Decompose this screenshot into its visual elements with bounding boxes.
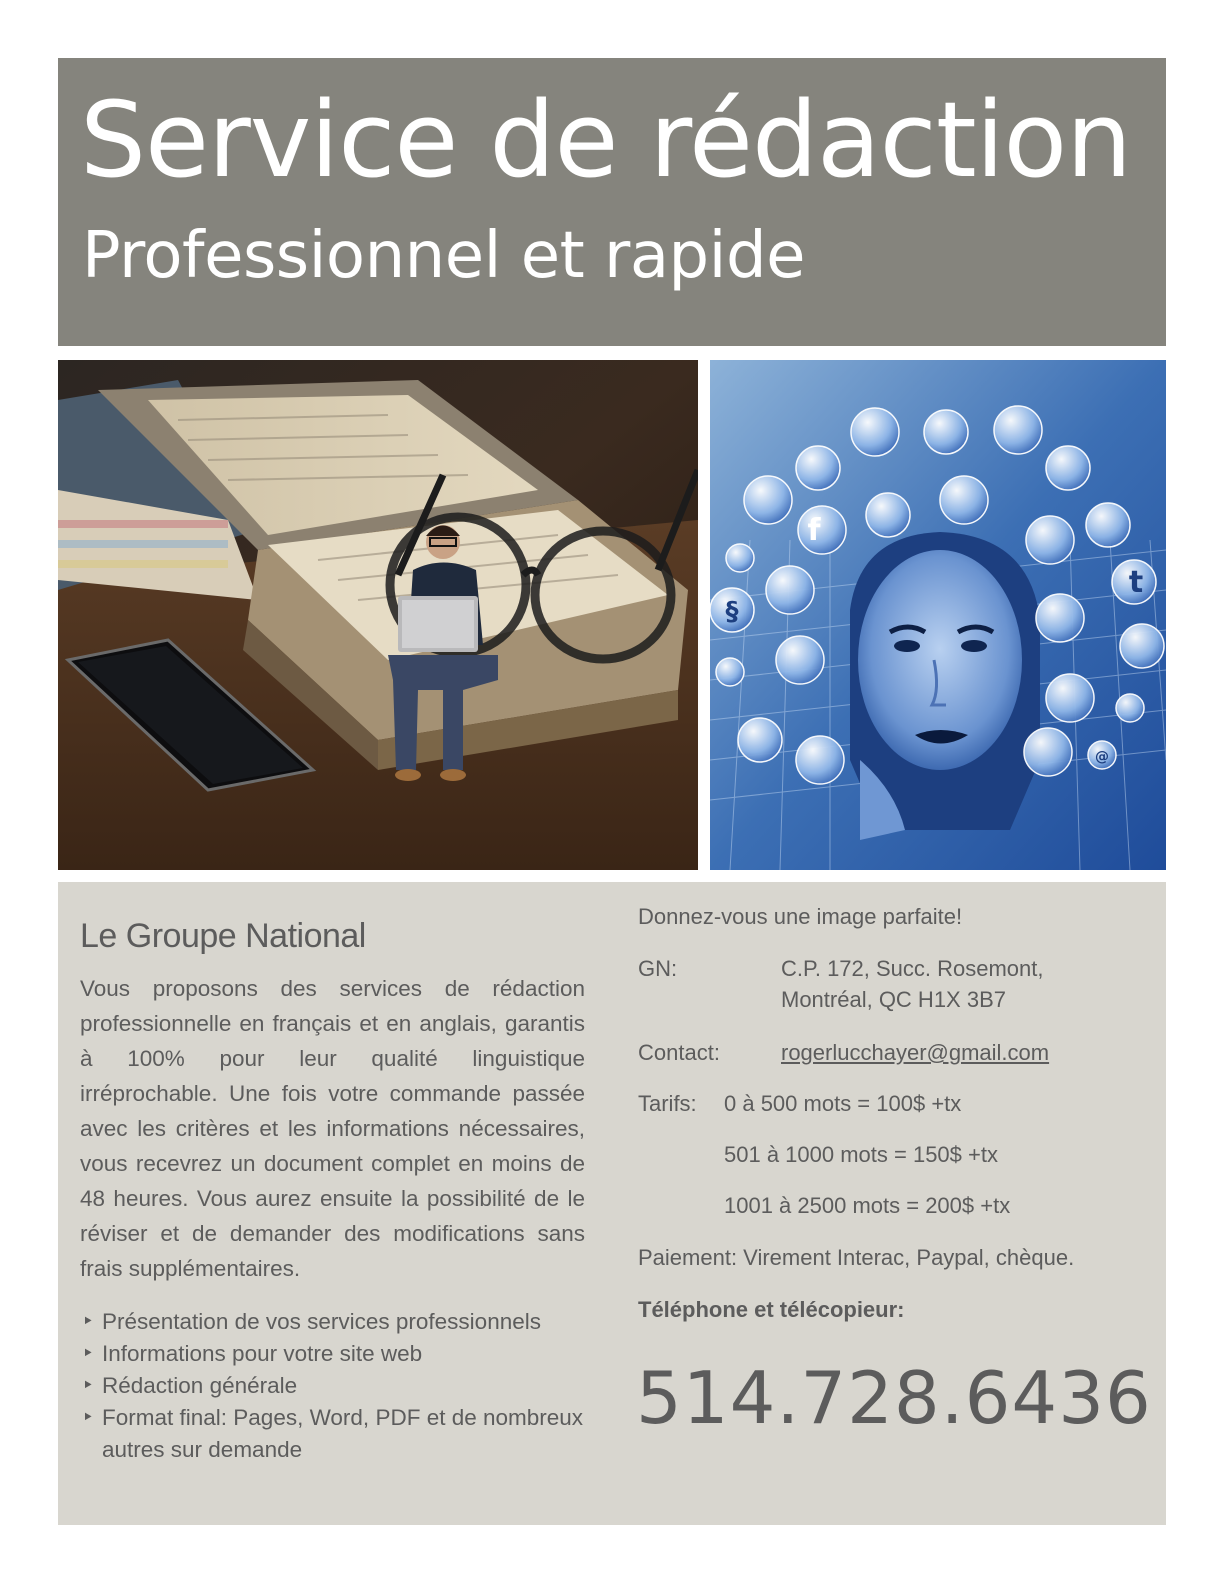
info-panel — [58, 882, 1166, 1525]
page-title: Service de rédaction — [80, 79, 1132, 201]
svg-text:f: f — [807, 513, 821, 548]
tagline: Donnez-vous une image parfaite! — [638, 904, 963, 929]
company-description: Vous proposons des services de rédaction professionnelle en français et en anglais, garantis à 100% pour leur qualité linguistique irréprochable. Une fois votre commande passée avec les critères et les informations nécessaires, vous recevrez un document complet en moins de 48 heures. Vous aurez ensuite la possibilité de le réviser et de demander des modifications sans frais supplémentaires. — [80, 975, 585, 1281]
svg-text:t: t — [1128, 565, 1144, 600]
list-item: ‣ Rédaction générale — [80, 1370, 585, 1402]
phone-number: 514.728.6436 — [636, 1356, 1152, 1440]
company-name: Le Groupe National — [80, 917, 366, 955]
email-link[interactable]: rogerlucchayer@gmail.com — [781, 1040, 1050, 1065]
address-line-2: Montréal, QC H1X 3B7 — [781, 987, 1006, 1012]
rate-item: 1001 à 2500 mots = 200$ +tx — [724, 1193, 1011, 1218]
rates-label: Tarifs: — [638, 1091, 697, 1116]
rate-item: 0 à 500 mots = 100$ +tx — [724, 1091, 962, 1116]
address-line-1: C.P. 172, Succ. Rosemont, — [781, 956, 1044, 981]
payment-info: Paiement: Virement Interac, Paypal, chèque. — [638, 1245, 1075, 1270]
address-label: GN: — [638, 956, 678, 981]
list-item: ‣ Informations pour votre site web — [80, 1338, 585, 1370]
list-item: ‣ Format final: Pages, Word, PDF et de nombreux autres sur demande — [80, 1402, 585, 1466]
book-photo — [58, 360, 698, 870]
digital-face-photo — [710, 360, 1166, 870]
rate-item: 501 à 1000 mots = 150$ +tx — [724, 1142, 998, 1167]
features-list — [80, 1306, 585, 1466]
phone-label: Téléphone et télécopieur: — [638, 1297, 905, 1322]
contact-row — [638, 1040, 1138, 1070]
list-item: ‣ Présentation de vos services professionnels — [80, 1306, 585, 1338]
svg-text:@: @ — [1095, 749, 1109, 765]
page-subtitle: Professionnel et rapide — [82, 219, 805, 293]
contact-label: Contact: — [638, 1040, 720, 1065]
svg-text:§: § — [725, 597, 739, 627]
rates-block — [638, 1091, 1138, 1231]
company-section — [80, 916, 585, 1466]
header-banner — [58, 58, 1166, 346]
address-row — [638, 956, 1138, 1026]
